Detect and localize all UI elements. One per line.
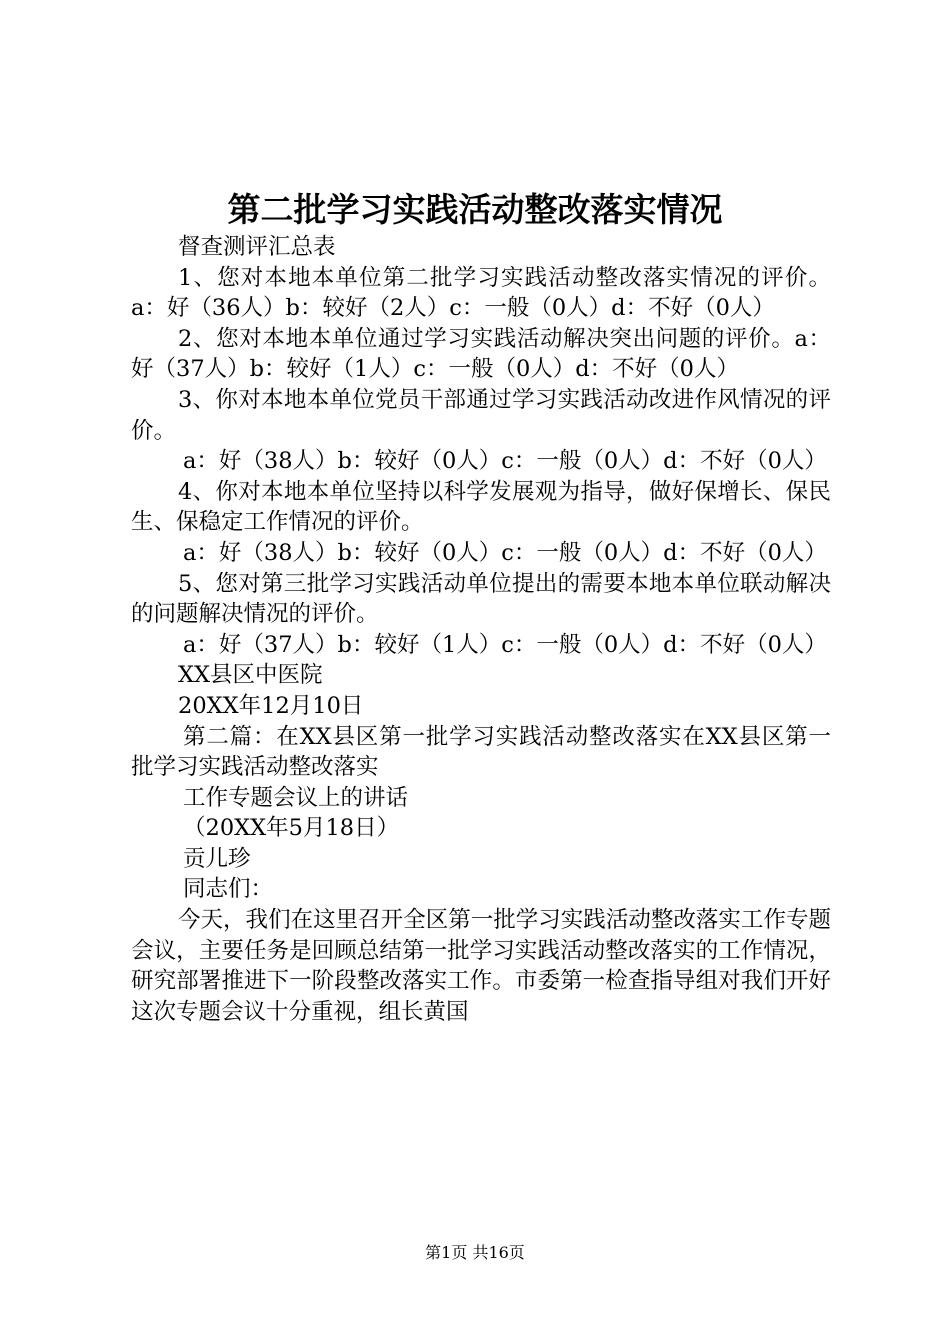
paragraph: a：好（37人）b：较好（1人）c：一般（0人）d：不好（0人） <box>183 631 827 658</box>
paragraph: 4、你对本地本单位坚持以科学发展观为指导，做好保增长、保民生、保稳定工作情况的评价。 <box>131 478 831 536</box>
paragraph: 工作专题会议上的讲话 <box>183 784 409 811</box>
paragraph: 20XX年12月10日 <box>178 692 364 719</box>
paragraph: 督查测评汇总表 <box>178 234 336 260</box>
paragraph: 同志们： <box>183 876 274 903</box>
paragraph: 3、你对本地本单位党员干部通过学习实践活动改进作风情况的评价。 <box>131 386 831 444</box>
paragraph: 5、您对第三批学习实践活动单位提出的需要本地本单位联动解决的问题解决情况的评价。 <box>131 570 831 628</box>
paragraph: 1、您对本地本单位第二批学习实践活动整改落实情况的评价。a：好（36人）b：较好（2人）c：一般（0人）d：不好（0人） <box>131 264 831 322</box>
paragraph: 第二篇：在XX县区第一批学习实践活动整改落实在XX县区第一批学习实践活动整改落实 <box>131 723 831 781</box>
paragraph: a：好（38人）b：较好（0人）c：一般（0人）d：不好（0人） <box>183 448 827 475</box>
paragraph: a：好（38人）b：较好（0人）c：一般（0人）d：不好（0人） <box>183 539 827 566</box>
paragraph: 贡儿珍 <box>183 845 251 872</box>
paragraph: 今天，我们在这里召开全区第一批学习实践活动整改落实工作专题会议，主要任务是回顾总结第一批学习实践活动整改落实的工作情况，研究部署推进下一阶段整改落实工作。市委第一检查指导组对我们开好这次专题会议十分重视，组长黄国 <box>131 907 831 1025</box>
page-footer: 第1页 共16页 <box>425 1243 525 1262</box>
paragraph: XX县区中医院 <box>178 662 323 689</box>
document-title: 第二批学习实践活动整改落实情况 <box>227 190 723 229</box>
paragraph: （20XX年5月18日） <box>183 815 400 842</box>
paragraph: 2、您对本地本单位通过学习实践活动解决突出问题的评价。a：好（37人）b：较好（1人）c：一般（0人）d：不好（0人） <box>131 325 831 383</box>
document-body <box>131 232 831 1027</box>
